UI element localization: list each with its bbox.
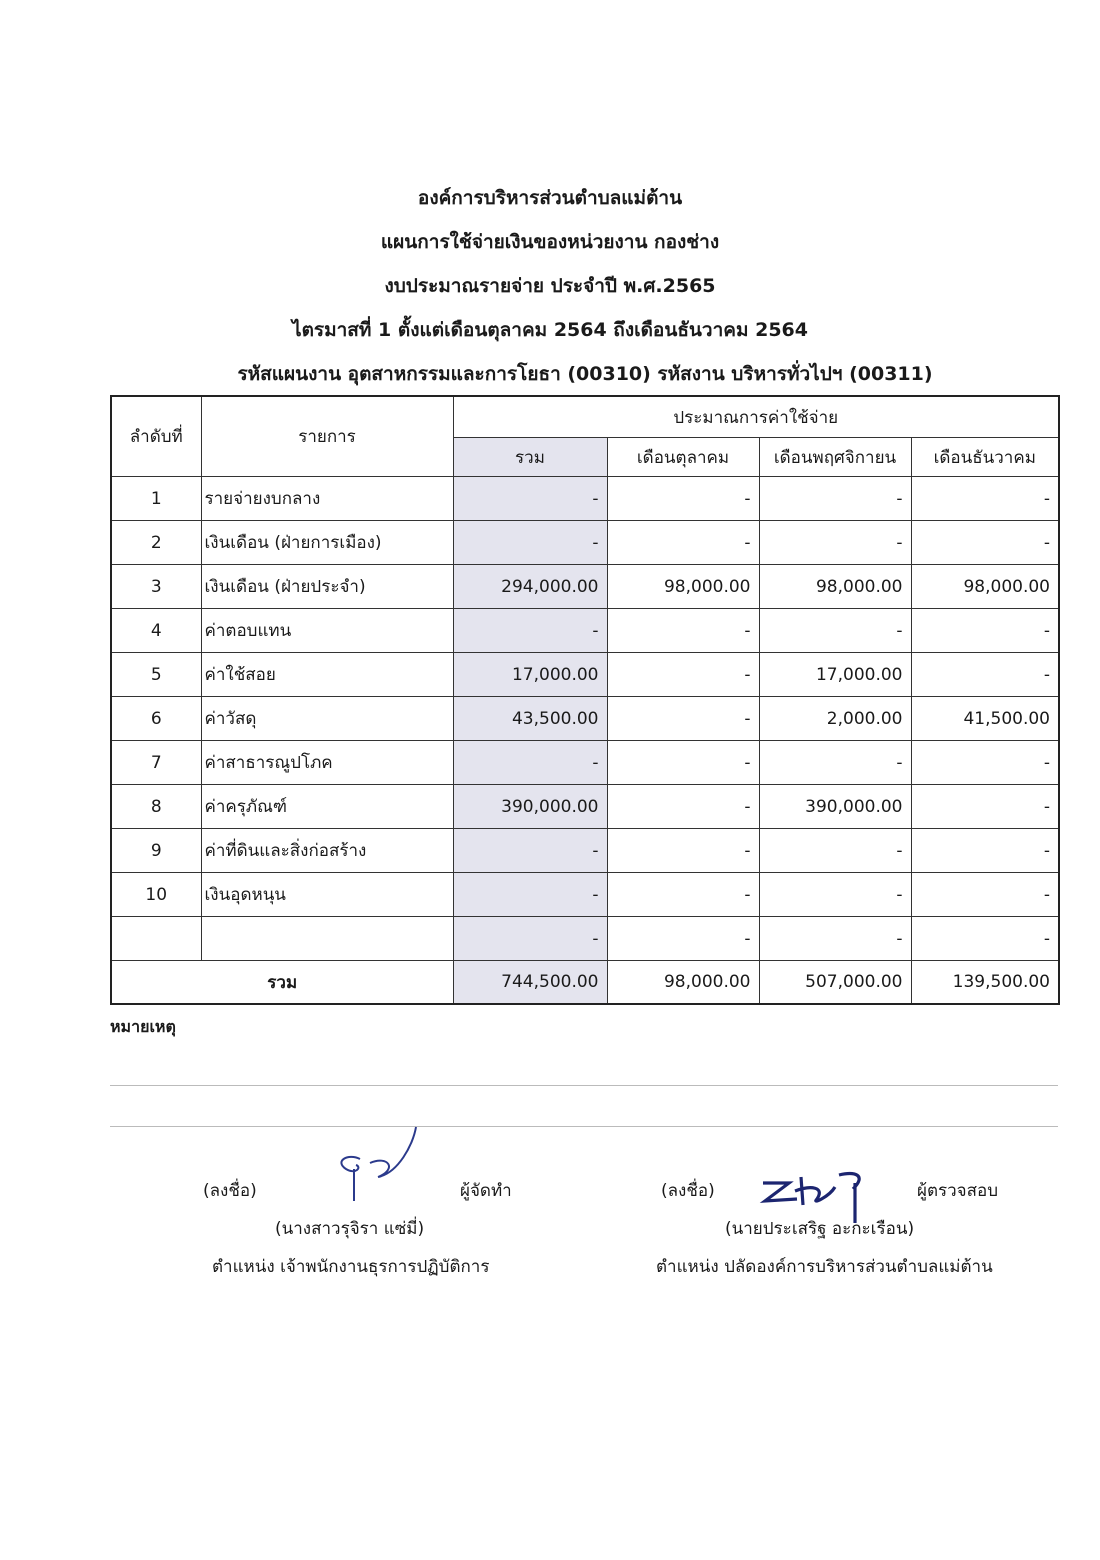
row-oct-cell: -: [607, 653, 759, 697]
total-label: รวม: [111, 961, 453, 1005]
total-sum-cell: 744,500.00: [453, 961, 607, 1005]
left-sign-prefix: (ลงชื่อ): [203, 1181, 257, 1201]
row-item-cell: รายจ่ายงบกลาง: [201, 477, 453, 521]
left-signature-mark: [318, 1125, 428, 1205]
right-role: ผู้ตรวจสอบ: [917, 1181, 999, 1201]
row-total-cell: 43,500.00: [453, 697, 607, 741]
row-item-cell: [201, 917, 453, 961]
right-position: ตำแหน่ง ปลัดองค์การบริหารส่วนตำบลแม่ต้าน: [656, 1257, 993, 1277]
row-dec-cell: -: [911, 477, 1059, 521]
left-position: ตำแหน่ง เจ้าพนักงานธุรการปฏิบัติการ: [212, 1257, 490, 1277]
row-dec-cell: -: [911, 521, 1059, 565]
right-name: (นายประเสริฐ อะกะเรือน): [725, 1219, 915, 1239]
row-nov-cell: 390,000.00: [759, 785, 911, 829]
row-total-cell: 294,000.00: [453, 565, 607, 609]
row-no-cell: 4: [111, 609, 201, 653]
row-item-cell: ค่าที่ดินและสิ่งก่อสร้าง: [201, 829, 453, 873]
row-oct-cell: -: [607, 785, 759, 829]
col-header-dec: เดือนธันวาคม: [911, 438, 1059, 477]
row-oct-cell: -: [607, 917, 759, 961]
row-total-cell: -: [453, 521, 607, 565]
row-dec-cell: -: [911, 741, 1059, 785]
row-item-cell: เงินอุดหนุน: [201, 873, 453, 917]
row-total-cell: 17,000.00: [453, 653, 607, 697]
row-dec-cell: -: [911, 785, 1059, 829]
row-dec-cell: -: [911, 917, 1059, 961]
note-label: หมายเหตุ: [110, 1017, 176, 1036]
row-dec-cell: -: [911, 873, 1059, 917]
table-row: [111, 829, 1059, 873]
row-dec-cell: -: [911, 653, 1059, 697]
row-nov-cell: -: [759, 829, 911, 873]
table-row: [111, 477, 1059, 521]
total-dec-cell: 139,500.00: [911, 961, 1059, 1005]
left-name: (นางสาวรุจิรา แซ่มี่): [275, 1219, 425, 1239]
row-nov-cell: 2,000.00: [759, 697, 911, 741]
note-line: [110, 1126, 1058, 1127]
budget-table: [110, 395, 1060, 1005]
row-item-cell: ค่าสาธารณูปโภค: [201, 741, 453, 785]
row-total-cell: -: [453, 609, 607, 653]
row-no-cell: 5: [111, 653, 201, 697]
row-total-cell: -: [453, 829, 607, 873]
left-role: ผู้จัดทำ: [460, 1181, 512, 1201]
row-item-cell: ค่าครุภัณฑ์: [201, 785, 453, 829]
row-oct-cell: -: [607, 609, 759, 653]
row-oct-cell: -: [607, 873, 759, 917]
row-item-cell: เงินเดือน (ฝ่ายประจำ): [201, 565, 453, 609]
quarter-title: ไตรมาสที่ 1 ตั้งแต่เดือนตุลาคม 2564 ถึงเดือนธันวาคม 2564: [292, 319, 808, 341]
table-row: [111, 653, 1059, 697]
col-header-nov: เดือนพฤศจิกายน: [759, 438, 911, 477]
col-header-item: รายการ: [201, 396, 453, 477]
table-row: [111, 521, 1059, 565]
total-oct-cell: 98,000.00: [607, 961, 759, 1005]
col-header-oct: เดือนตุลาคม: [607, 438, 759, 477]
col-header-total: รวม: [453, 438, 607, 477]
row-nov-cell: -: [759, 873, 911, 917]
table-row: [111, 873, 1059, 917]
row-no-cell: 3: [111, 565, 201, 609]
row-oct-cell: -: [607, 829, 759, 873]
row-dec-cell: -: [911, 609, 1059, 653]
row-oct-cell: -: [607, 741, 759, 785]
row-total-cell: -: [453, 477, 607, 521]
col-group-header: ประมาณการค่าใช้จ่าย: [453, 396, 1059, 438]
row-nov-cell: 17,000.00: [759, 653, 911, 697]
row-total-cell: -: [453, 917, 607, 961]
row-nov-cell: -: [759, 741, 911, 785]
row-nov-cell: 98,000.00: [759, 565, 911, 609]
row-no-cell: 8: [111, 785, 201, 829]
budget-year-title: งบประมาณรายจ่าย ประจำปี พ.ศ.2565: [384, 275, 716, 297]
plan-title: แผนการใช้จ่ายเงินของหน่วยงาน กองช่าง: [380, 231, 720, 253]
row-oct-cell: -: [607, 697, 759, 741]
row-nov-cell: -: [759, 521, 911, 565]
row-no-cell: 10: [111, 873, 201, 917]
col-header-no: ลำดับที่: [111, 396, 201, 477]
total-row: [111, 961, 1059, 1005]
table-row: [111, 785, 1059, 829]
plan-code-title: รหัสแผนงาน อุตสาหกรรมและการโยธา (00310) รหัสงาน บริหารทั่วไปฯ (00311): [237, 363, 933, 385]
row-total-cell: -: [453, 873, 607, 917]
row-no-cell: [111, 917, 201, 961]
row-item-cell: ค่าวัสดุ: [201, 697, 453, 741]
row-oct-cell: 98,000.00: [607, 565, 759, 609]
row-dec-cell: 41,500.00: [911, 697, 1059, 741]
row-no-cell: 9: [111, 829, 201, 873]
table-row: [111, 741, 1059, 785]
table-row: [111, 565, 1059, 609]
row-oct-cell: -: [607, 521, 759, 565]
row-no-cell: 2: [111, 521, 201, 565]
total-nov-cell: 507,000.00: [759, 961, 911, 1005]
row-item-cell: ค่าตอบแทน: [201, 609, 453, 653]
table-row: [111, 697, 1059, 741]
row-nov-cell: -: [759, 609, 911, 653]
org-title: องค์การบริหารส่วนตำบลแม่ต้าน: [417, 187, 683, 209]
row-nov-cell: -: [759, 917, 911, 961]
right-sign-prefix: (ลงชื่อ): [661, 1181, 715, 1201]
row-oct-cell: -: [607, 477, 759, 521]
row-no-cell: 1: [111, 477, 201, 521]
row-total-cell: 390,000.00: [453, 785, 607, 829]
row-nov-cell: -: [759, 477, 911, 521]
note-line: [110, 1085, 1058, 1086]
row-item-cell: ค่าใช้สอย: [201, 653, 453, 697]
table-row: [111, 609, 1059, 653]
row-item-cell: เงินเดือน (ฝ่ายการเมือง): [201, 521, 453, 565]
row-no-cell: 6: [111, 697, 201, 741]
row-total-cell: -: [453, 741, 607, 785]
table-row: [111, 917, 1059, 961]
row-no-cell: 7: [111, 741, 201, 785]
row-dec-cell: 98,000.00: [911, 565, 1059, 609]
row-dec-cell: -: [911, 829, 1059, 873]
